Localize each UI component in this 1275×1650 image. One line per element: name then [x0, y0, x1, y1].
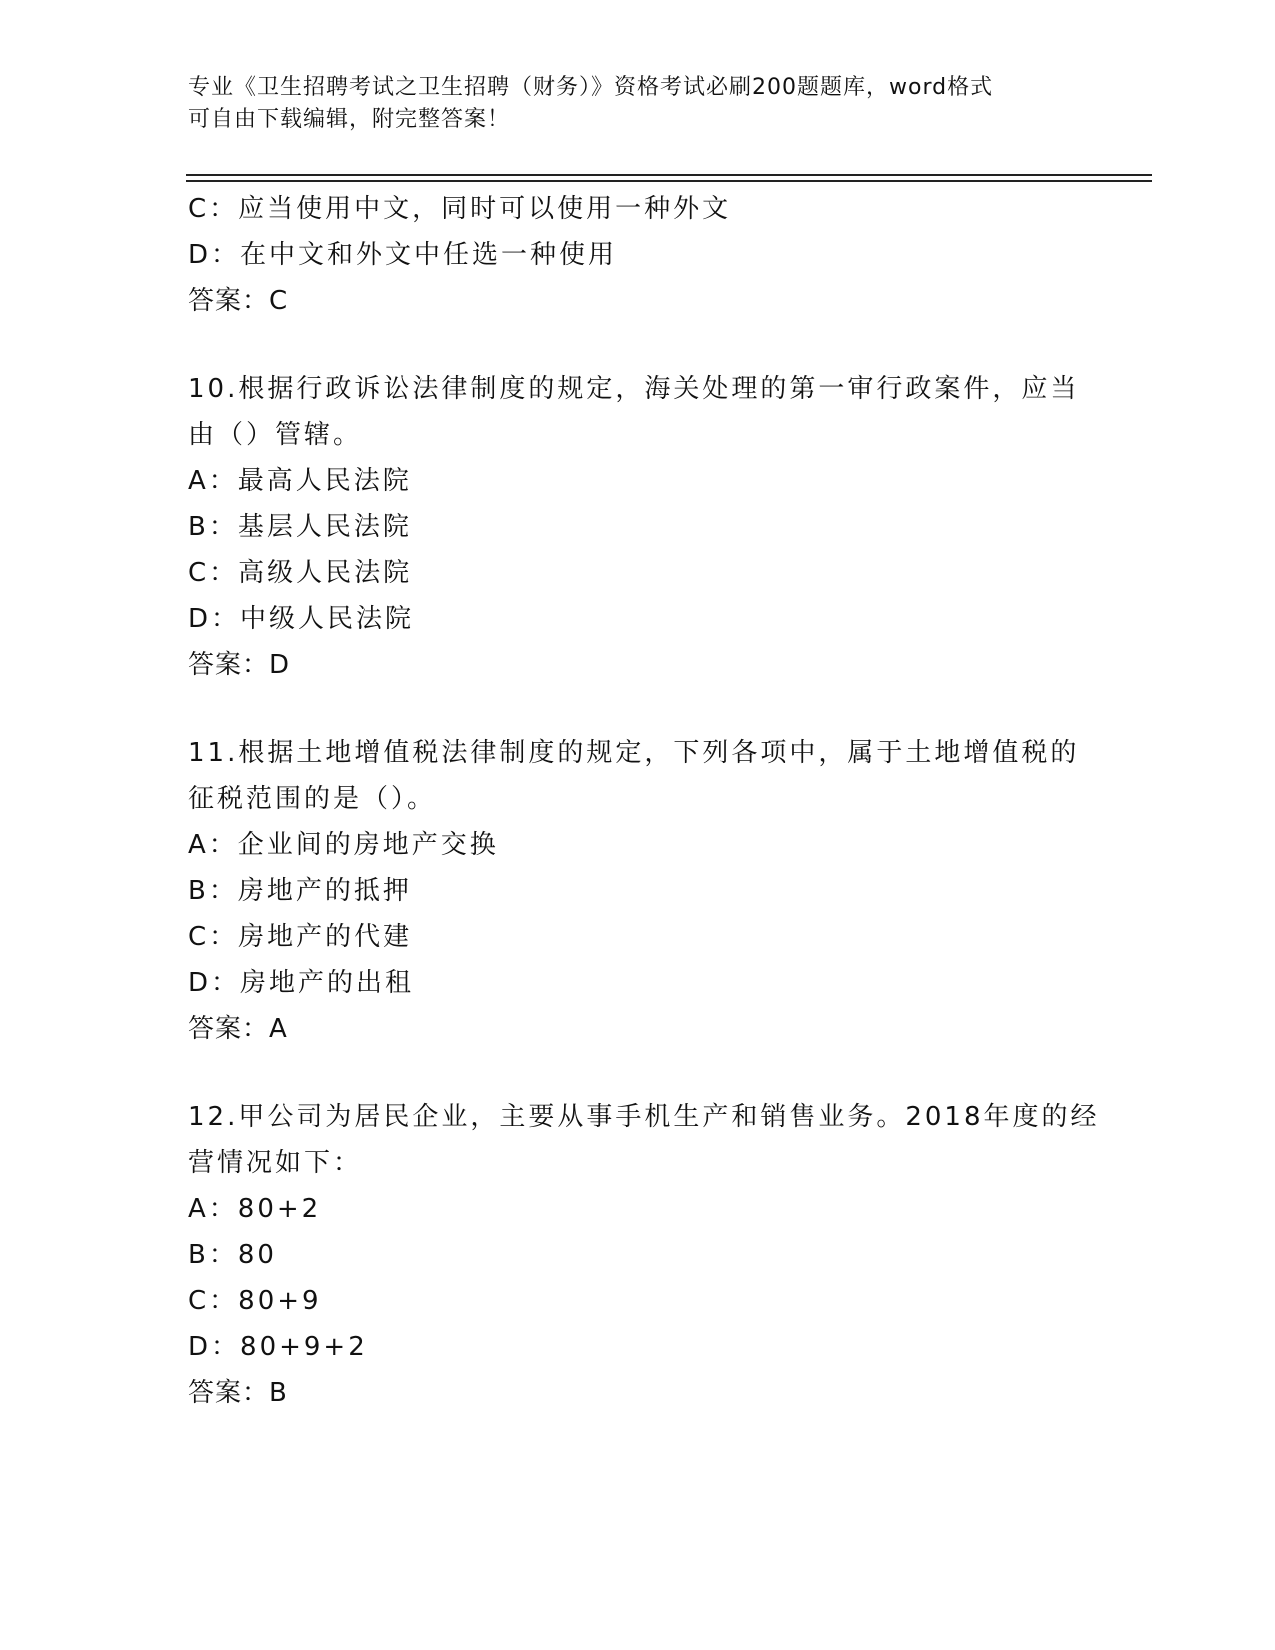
question-list [188, 186, 1100, 1416]
option-d: D：中级人民法院 [188, 604, 415, 634]
question-text-line-1: 12.甲公司为居民企业，主要从事手机生产和销售业务。2018年度的经 [188, 1102, 1100, 1132]
question-text-line-1: 11.根据土地增值税法律制度的规定，下列各项中，属于土地增值税的 [188, 738, 1080, 768]
question-text-line-2: 由（）管辖。 [188, 420, 363, 450]
question-text-line-1: 10.根据行政诉讼法律制度的规定，海关处理的第一审行政案件，应当 [188, 374, 1080, 404]
option-c: C：高级人民法院 [188, 558, 413, 588]
option-b: B：房地产的抵押 [188, 876, 412, 906]
header-line-1: 专业《卫生招聘考试之卫生招聘（财务）》资格考试必刷200题题库，word格式 [188, 75, 994, 100]
answer-line: 答案：C [188, 286, 289, 316]
option-b: B：基层人民法院 [188, 512, 412, 542]
answer-line: 答案：A [188, 1014, 288, 1044]
question-9-tail [188, 186, 1088, 324]
question-text-line-2: 征税范围的是（）。 [188, 784, 437, 814]
option-c: C：房地产的代建 [188, 922, 413, 952]
question-10 [188, 366, 1088, 688]
option-d: D：在中文和外文中任选一种使用 [188, 240, 618, 270]
question-11 [188, 730, 1088, 1052]
option-a: A：企业间的房地产交换 [188, 830, 499, 860]
header-divider-top [186, 174, 1152, 176]
option-a: A：最高人民法院 [188, 466, 412, 496]
option-d: D：房地产的出租 [188, 968, 415, 998]
question-text-line-2: 营情况如下： [188, 1148, 363, 1178]
option-c: C：应当使用中文，同时可以使用一种外文 [188, 194, 732, 224]
answer-line: 答案：D [188, 650, 291, 680]
option-a: A：80+2 [188, 1194, 322, 1224]
header-divider-bottom [186, 180, 1152, 182]
question-12 [188, 1094, 1100, 1416]
header-line-2: 可自由下载编辑，附完整答案！ [188, 107, 511, 132]
option-c: C：80+9 [188, 1286, 322, 1316]
option-b: B：80 [188, 1240, 277, 1270]
answer-line: 答案：B [188, 1378, 288, 1408]
document-header [188, 72, 1088, 136]
option-d: D：80+9+2 [188, 1332, 368, 1362]
